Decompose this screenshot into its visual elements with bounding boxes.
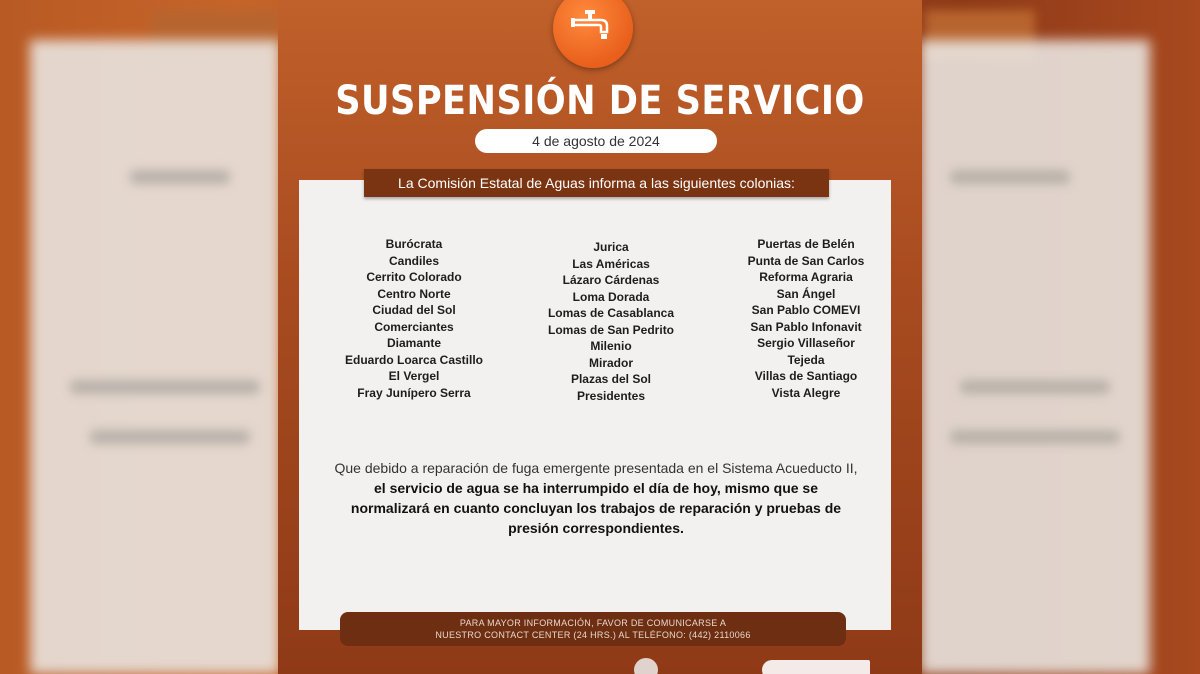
list-item: Reforma Agraria xyxy=(759,270,853,284)
list-item: Mirador xyxy=(588,355,633,370)
colonias-column-2 xyxy=(511,239,711,404)
poster xyxy=(278,0,922,674)
list-item: Cerrito Colorado xyxy=(366,270,462,284)
list-item: Lomas de Casablanca xyxy=(547,306,675,320)
list-item: Presidentes xyxy=(576,388,646,403)
blurred-text xyxy=(90,430,250,444)
blurred-left-panel xyxy=(30,40,280,674)
notice-plain-text: Que debido a reparación de fuga emergente presentada en el Sistema Acueducto II, xyxy=(334,460,858,476)
list-item: Punta de San Carlos xyxy=(747,253,865,268)
list-item: El Vergel xyxy=(388,369,440,383)
list-item: Villas de Santiago xyxy=(754,369,858,383)
date-badge: 4 de agosto de 2024 xyxy=(475,129,717,153)
list-item: Vista Alegre xyxy=(771,385,841,400)
blurred-text xyxy=(960,380,1110,394)
list-item: Fray Junípero Serra xyxy=(357,385,471,400)
list-item: San Pablo COMEVI xyxy=(751,303,861,317)
page-title: SUSPENSIÓN DE SERVICIO xyxy=(335,78,865,124)
list-item: Tejeda xyxy=(787,352,825,367)
list-item: Burócrata xyxy=(385,237,443,251)
blurred-right-panel xyxy=(920,40,1150,674)
list-item: Puertas de Belén xyxy=(757,237,855,251)
government-seal-logo xyxy=(634,658,658,674)
content-panel xyxy=(299,180,891,630)
list-item: Milenio xyxy=(590,339,632,353)
list-item: Diamante xyxy=(386,336,442,350)
blurred-text xyxy=(950,170,1070,184)
list-item: Lomas de San Pedrito xyxy=(547,322,675,337)
list-item: Centro Norte xyxy=(377,286,451,301)
list-item: Eduardo Loarca Castillo xyxy=(344,352,484,367)
list-item: Jurica xyxy=(593,240,629,254)
intro-label: La Comisión Estatal de Aguas informa a las siguientes colonias: xyxy=(364,169,829,197)
list-item: Las Américas xyxy=(572,256,650,271)
list-item: Comerciantes xyxy=(374,319,454,334)
blurred-text xyxy=(70,380,260,394)
notice-message xyxy=(334,458,858,538)
footer-line-1: PARA MAYOR INFORMACIÓN, FAVOR DE COMUNICARSE A xyxy=(459,618,727,628)
blurred-text xyxy=(130,170,230,184)
list-item: San Pablo Infonavit xyxy=(750,319,862,334)
list-item: Candiles xyxy=(388,253,439,268)
agency-logo xyxy=(762,660,870,674)
list-item: Lázaro Cárdenas xyxy=(562,273,660,287)
colonias-column-3 xyxy=(706,236,906,401)
colonias-column-1 xyxy=(314,236,514,401)
blurred-text xyxy=(950,430,1120,444)
water-tap-icon xyxy=(553,0,633,68)
footer-line-2: NUESTRO CONTACT CENTER (24 HRS.) AL TELÉFONO: (442) 2110066 xyxy=(435,630,751,640)
list-item: Plazas del Sol xyxy=(570,372,652,386)
list-item: Sergio Villaseñor xyxy=(757,336,855,350)
contact-footer xyxy=(340,612,846,646)
list-item: Ciudad del Sol xyxy=(372,303,456,317)
notice-bold-text: el servicio de agua se ha interrumpido el día de hoy, mismo que se normalizará en cuanto concluyan los trabajos de reparación y pruebas de presión correspondientes. xyxy=(350,480,842,536)
list-item: San Ángel xyxy=(776,286,836,301)
list-item: Loma Dorada xyxy=(572,289,650,304)
